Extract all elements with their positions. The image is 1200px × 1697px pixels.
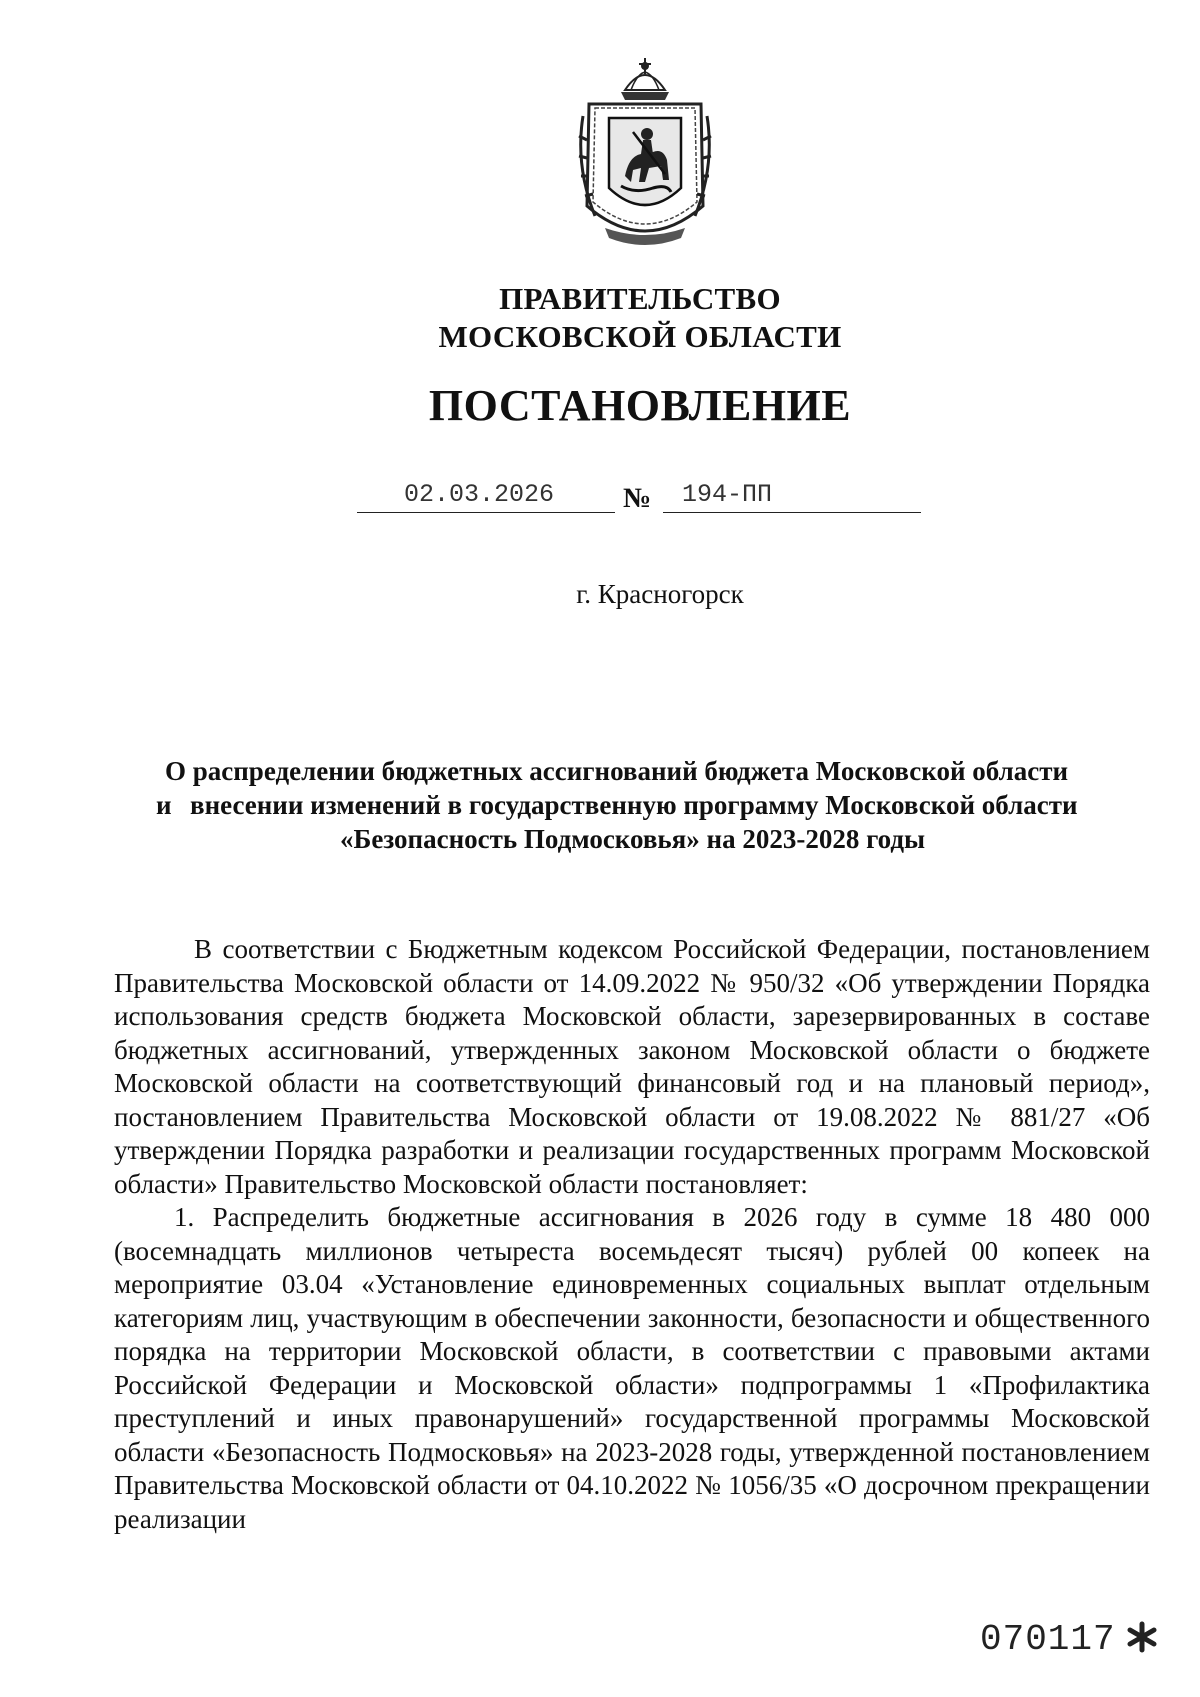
preamble-text: В соответствии с Бюджетным кодексом Российской Федерации, постановлением Правительства Московской области от 14.09.2022 № 950/32 «Об утверждении Порядка использования средств бюджета Московской области, зарезервированных в составе бюджетных ассигнований, утвержденных законом Московской области о бюджете Московской области на соответствующий финансовый год и на плановый период», постановлением Правительства Московской области от 19.08.2022 № 881/27 «Об утверждении Порядка разработки и реализации государственных программ Московской области» Правительство Московской области постановляет: [114, 934, 1150, 1199]
number-sign: № [623, 483, 652, 514]
document-code: 070117 [980, 1619, 1116, 1660]
coat-of-arms-emblem [575, 56, 715, 256]
subject-line-3: «Безопасность Подмосковья» на 2023-2028 годы [340, 824, 926, 854]
city-name: г. Красногорск [576, 579, 744, 609]
organization-name-line-2: МОСКОВСКОЙ ОБЛАСТИ [438, 319, 842, 354]
document-date: 02.03.2026 [404, 480, 555, 509]
item-1-text: 1. Распределить бюджетные ассигнования в 2026 году в сумме 18 480 000 (восемнадцать миллионов четыреста восемьдесят тысяч) рублей 00 копеек на мероприятие 03.04 «Установление единовременных социальных выплат отдельным категориям лиц, участвующим в обеспечении законности, безопасности и общественного порядка на территории Московской области, в соответствии с правовыми актами Российской Федерации и Московской области» подпрограммы 1 «Профилактика преступлений и иных правонарушений» государственной программы Московской области «Безопасность Подмосковья» на 2023-2028 годы, утвержденной постановлением Правительства Московской области от 04.10.2022 № 1056/35 «О досрочном прекращении реализации [114, 1202, 1150, 1534]
subject-line-2-prefix: и [156, 790, 172, 820]
document-type-title: ПОСТАНОВЛЕНИЕ [428, 381, 852, 430]
subject-line-1: О распределении бюджетных ассигнований бюджета Московской области [165, 756, 1069, 786]
coat-of-arms-icon [575, 56, 715, 256]
item-1-paragraph [114, 1201, 1150, 1536]
date-number-row [0, 480, 1200, 520]
organization-name-line-1: ПРАВИТЕЛЬСТВО [499, 281, 781, 316]
document-body [114, 933, 1150, 1536]
asterisk-icon [1124, 1616, 1160, 1656]
subject-line-2: внесении изменений в государственную программу Московской области [190, 790, 1078, 820]
preamble-paragraph [114, 933, 1150, 1201]
document-number: 194-ПП [682, 480, 773, 509]
date-underline [357, 512, 615, 513]
number-underline [663, 512, 921, 513]
